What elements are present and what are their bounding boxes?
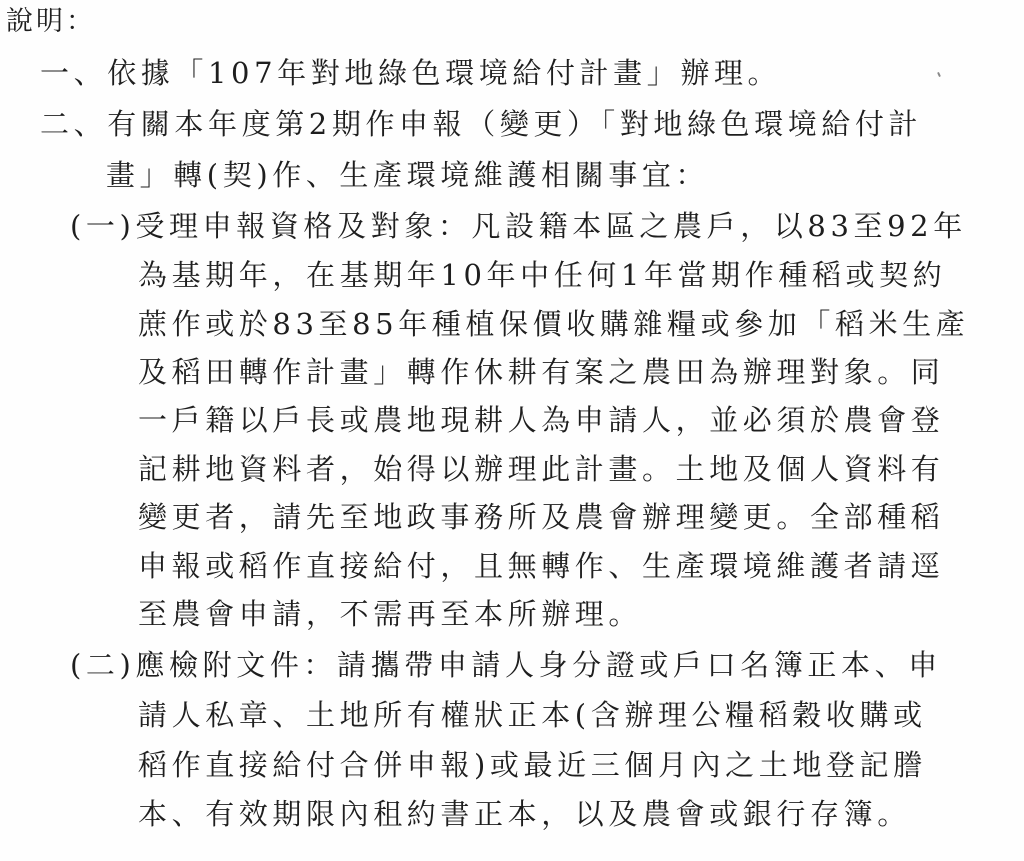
sub-item-2-line-4: 本、有效期限內租約書正本，以及農會或銀行存簿。: [138, 797, 911, 831]
sub-item-1-line-5: 一戶籍以戶長或農地現耕人為申請人，並必須於農會登: [138, 403, 945, 437]
sub-item-1-line-4: 及稻田轉作計畫」轉作休耕有案之農田為辦理對象。同: [138, 355, 945, 389]
sub-item-1-line-3: 蔗作或於83至85年種植保價收購雜糧或參加「稻米生產: [138, 307, 970, 341]
sub-item-2-line-2: 請人私章、土地所有權狀正本(含辦理公糧稻穀收購或: [138, 698, 927, 732]
item-2-line-2: 畫」轉(契)作、生產環境維護相關事宜：: [106, 158, 710, 192]
scan-speck-mark: [937, 72, 941, 77]
sub-item-1-line-7: 變更者，請先至地政事務所及農會辦理變更。全部種稻: [138, 500, 945, 534]
document-heading: 說明：: [6, 6, 96, 37]
sub-item-2-line-1: (二)應檢附文件：請攜帶申請人身分證或戶口名簿正本、申: [70, 648, 942, 682]
sub-item-2-line-3: 稻作直接給付合併申報)或最近三個月內之土地登記謄: [138, 748, 927, 782]
sub-item-1-line-2: 為基期年，在基期年10年中任何1年當期作種稻或契約: [138, 258, 947, 292]
sub-item-1-line-8: 申報或稻作直接給付，且無轉作、生產環境維護者請逕: [138, 549, 945, 583]
item-1-text: 一、依據「107年對地綠色環境給付計畫」辦理。: [40, 56, 782, 90]
sub-item-1-line-6: 記耕地資料者，始得以辦理此計畫。土地及個人資料有: [138, 452, 945, 486]
sub-item-1-line-1: (一)受理申報資格及對象：凡設籍本區之農戶，以83至92年: [70, 209, 967, 243]
item-2-line-1: 二、有關本年度第2期作申報（變更）「對地綠色環境給付計: [40, 107, 923, 141]
sub-item-1-line-9: 至農會申請，不需再至本所辦理。: [138, 597, 643, 631]
